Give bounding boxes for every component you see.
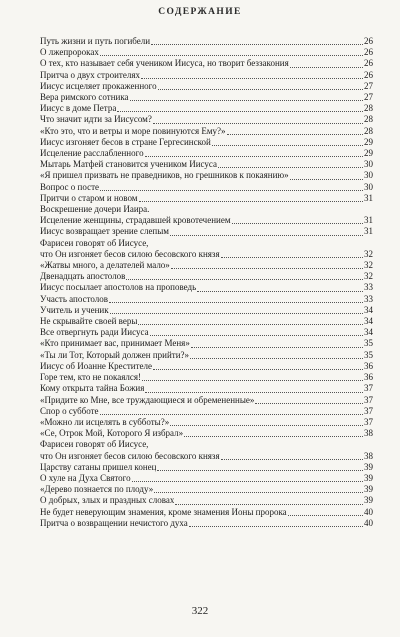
dot-leader: [100, 190, 363, 191]
toc-entry-line: [40, 473, 373, 484]
toc-entry-page: 34: [364, 327, 373, 338]
dot-leader: [184, 436, 363, 437]
toc-entry-line: [40, 260, 373, 271]
dot-leader: [232, 223, 363, 224]
dot-leader: [132, 481, 363, 482]
toc-entry-line: [40, 282, 373, 293]
toc-entry: [40, 36, 373, 47]
toc-entry-page: 39: [364, 461, 373, 472]
toc-entry-line: [40, 126, 373, 137]
dot-leader: [150, 335, 363, 336]
toc-entry-page: 38: [364, 428, 373, 439]
toc-entry: [40, 417, 373, 428]
toc-entry: [40, 451, 373, 462]
toc-entry-line: [40, 316, 373, 327]
toc-entry-line: [40, 507, 373, 518]
toc-entry-line: [40, 451, 373, 462]
dot-leader: [158, 89, 363, 90]
toc-entry-title: Вопрос о посте: [40, 181, 100, 192]
toc-entry-line: [40, 170, 373, 181]
toc-entry-page: 35: [364, 349, 373, 360]
toc-entry-page: 32: [364, 248, 373, 259]
toc-entry: [40, 193, 373, 204]
toc-entry: [40, 249, 373, 260]
toc-entry-page: 29: [364, 148, 373, 159]
toc-entry-line: [40, 226, 373, 237]
dot-leader: [221, 257, 363, 258]
toc-entry: [40, 282, 373, 293]
toc-entry-title: Исцеление женщины, страдавшей кровотечением: [40, 215, 231, 226]
toc-entry: [40, 338, 373, 349]
toc-entry-title: Притчи о старом и новом: [40, 192, 138, 203]
toc-entry-line: [40, 114, 373, 125]
toc-entry-page: 39: [364, 484, 373, 495]
toc-entry: [40, 507, 373, 518]
toc-entry-line: [40, 47, 373, 58]
toc-entry-line: [40, 338, 373, 349]
toc-entry-title: Притча о возвращении нечистого духа: [40, 517, 188, 528]
toc-entry-page: 37: [364, 416, 373, 427]
toc-entry: [40, 81, 373, 92]
toc-entry: [40, 70, 373, 81]
toc-entry-title: Учитель и ученик: [40, 304, 109, 315]
toc-entry-line: [40, 159, 373, 170]
toc-entry: [40, 361, 373, 372]
toc-entry-page: 26: [364, 36, 373, 46]
toc-entry-page: 29: [364, 136, 373, 147]
dot-leader: [171, 268, 363, 269]
toc-entry-page: 36: [364, 372, 373, 383]
toc-entry: [40, 294, 373, 305]
toc-entry-title: О хуле на Духа Святого: [40, 472, 131, 483]
toc-entry-line: [40, 305, 373, 316]
toc-entry-title: Иисус изгоняет бесов в стране Гергесинской: [40, 136, 211, 147]
toc-entry-title: Воскрешение дочери Иаира.: [40, 204, 150, 215]
toc-entry-page: 28: [364, 103, 373, 114]
toc-entry: [40, 271, 373, 282]
toc-entry-line: [40, 103, 373, 114]
toc-entry-title: Иисус об Иоанне Крестителе: [40, 360, 153, 371]
toc-entry: [40, 473, 373, 484]
toc-entry-page: 30: [364, 159, 373, 170]
toc-entry: [40, 92, 373, 103]
dot-leader: [145, 156, 363, 157]
toc-entry-line: [40, 350, 373, 361]
toc-entry: [40, 170, 373, 181]
toc-entry-title: Все отвергнуть ради Иисуса: [40, 327, 149, 338]
toc-entry: [40, 495, 373, 506]
toc-entry: [40, 383, 373, 394]
toc-entry: [40, 226, 373, 237]
toc-entry-title: Участь апостолов: [40, 293, 109, 304]
toc-entry-line: [40, 81, 373, 92]
dot-leader: [109, 302, 363, 303]
toc-entry: [40, 372, 373, 383]
toc-entry-line: [40, 58, 373, 69]
dot-leader: [212, 145, 363, 146]
toc-entry-page: 34: [364, 316, 373, 327]
toc-entry-page: 37: [364, 394, 373, 405]
toc-entry-title: что Он изгоняет бесов силою бесовского князя: [40, 450, 220, 461]
toc-entry-page: 37: [364, 383, 373, 394]
toc-entry-line: [40, 361, 373, 372]
toc-entry-title: «Се, Отрок Мой, Которого Я избрал»: [40, 428, 184, 439]
dot-leader: [110, 313, 363, 314]
toc-entry-line: [40, 372, 373, 383]
toc-entry-title: Что значит идти за Иисусом?: [40, 114, 152, 125]
toc-entry: [40, 114, 373, 125]
toc-entry-line: [40, 518, 373, 529]
toc-entry-title: Исцеление расслабленного: [40, 148, 144, 159]
dot-leader: [288, 515, 363, 516]
toc-entry-line: [40, 484, 373, 495]
toc-entry-title: Горе тем, кто не покаялся!: [40, 372, 141, 383]
dot-leader: [117, 111, 363, 112]
toc-entry-page: 26: [364, 69, 373, 80]
toc-entry-page: 31: [364, 226, 373, 237]
toc-entry-title: Не будет неверующим знамения, кроме знамения Ионы пророка: [40, 506, 287, 517]
toc-entry-page: 40: [364, 506, 373, 517]
dot-leader: [138, 324, 363, 325]
toc-entry-title: Иисус в доме Петра: [40, 103, 117, 114]
toc-entry-title: «Кто принимает вас, принимает Меня»: [40, 338, 190, 349]
toc-entry-line: [40, 495, 373, 506]
toc-entry-title: что Он изгоняет бесов силою бесовского князя: [40, 248, 220, 259]
dot-leader: [139, 201, 364, 202]
toc-entry-line: [40, 182, 373, 193]
page-number: 322: [191, 605, 209, 617]
toc-entry: [40, 238, 373, 249]
dot-leader: [154, 492, 363, 493]
toc-entry-page: 35: [364, 338, 373, 349]
toc-entry-page: 28: [364, 125, 373, 136]
toc-entry-title: Царству сатаны пришел конец: [40, 461, 157, 472]
toc-entry-title: Кому открыта тайна Божия: [40, 383, 145, 394]
dot-leader: [145, 392, 363, 393]
toc-entry-title: Вера римского сотника: [40, 92, 129, 103]
dot-leader: [290, 179, 363, 180]
toc-entry-line: [40, 70, 373, 81]
toc-entry-title: «Придите ко Мне, все труждающиеся и обремененные»: [40, 394, 255, 405]
toc-entry: [40, 148, 373, 159]
dot-leader: [190, 358, 363, 359]
toc-entry-page: 37: [364, 405, 373, 416]
toc-entry-page: 39: [364, 472, 373, 483]
toc-entry-line: [40, 36, 373, 47]
toc-entry-line: [40, 383, 373, 394]
dot-leader: [151, 44, 363, 45]
toc-entry: [40, 406, 373, 417]
dot-leader: [191, 347, 363, 348]
toc-entry-page: 39: [364, 495, 373, 506]
toc-entry-page: 26: [364, 58, 373, 69]
toc-entry-title: Иисус исцеляет прокаженного: [40, 80, 157, 91]
toc-entry-title: Иисус посылает апостолов на проповедь: [40, 282, 197, 293]
toc-entry-line: [40, 294, 373, 305]
toc-entry: [40, 126, 373, 137]
dot-leader: [197, 291, 363, 292]
toc-entry: [40, 58, 373, 69]
dot-leader: [157, 470, 363, 471]
toc-entry: [40, 439, 373, 450]
dot-leader: [175, 504, 363, 505]
toc-entry-page: 27: [364, 92, 373, 103]
toc-entry-line: [40, 406, 373, 417]
toc-entry-page: 36: [364, 360, 373, 371]
toc-entry: [40, 518, 373, 529]
toc-entry-page: 26: [364, 47, 373, 58]
toc-entry: [40, 137, 373, 148]
toc-entry-title: Мытарь Матфей становится учеником Иисуса: [40, 159, 218, 170]
table-of-contents: [40, 36, 373, 529]
dot-leader: [221, 459, 363, 460]
toc-entry: [40, 103, 373, 114]
toc-entry-line: [40, 327, 373, 338]
dot-leader: [170, 235, 363, 236]
dot-leader: [126, 279, 363, 280]
toc-entry-title: Спор о субботе: [40, 405, 99, 416]
toc-entry-page: 27: [364, 80, 373, 91]
toc-entry: [40, 260, 373, 271]
toc-entry-title: О добрых, злых и праздных словах: [40, 495, 175, 506]
dot-leader: [255, 403, 363, 404]
dot-leader: [141, 78, 363, 79]
toc-entry-line: [40, 137, 373, 148]
toc-entry-title: Притча о двух строителях: [40, 69, 140, 80]
page-header: СОДЕРЖАНИЕ: [158, 7, 242, 17]
dot-leader: [153, 369, 363, 370]
toc-entry-line: [40, 215, 373, 226]
toc-entry-page: 32: [364, 271, 373, 282]
toc-entry-line: [40, 417, 373, 428]
toc-entry-line: [40, 92, 373, 103]
toc-entry-title: Путь жизни и путь погибели: [40, 36, 151, 46]
toc-entry-page: 38: [364, 450, 373, 461]
toc-entry: [40, 215, 373, 226]
dot-leader: [153, 123, 363, 124]
toc-entry: [40, 350, 373, 361]
toc-entry: [40, 327, 373, 338]
toc-entry: [40, 305, 373, 316]
toc-entry-line: [40, 395, 373, 406]
toc-entry-line: [40, 249, 373, 260]
toc-entry: [40, 159, 373, 170]
toc-entry-title: Фарисеи говорят об Иисусе,: [40, 439, 149, 450]
toc-entry-title: «Дерево познается по плоду»: [40, 484, 154, 495]
toc-entry-line: [40, 148, 373, 159]
toc-entry-page: 30: [364, 170, 373, 181]
dot-leader: [130, 100, 363, 101]
dot-leader: [290, 67, 363, 68]
toc-entry: [40, 204, 373, 215]
toc-entry-title: «Ты ли Тот, Который должен прийти?»: [40, 349, 190, 360]
toc-entry: [40, 395, 373, 406]
dot-leader: [227, 134, 363, 135]
toc-entry: [40, 47, 373, 58]
toc-entry-title: Двенадцать апостолов: [40, 271, 126, 282]
toc-entry: [40, 462, 373, 473]
toc-entry-line: [40, 462, 373, 473]
toc-entry: [40, 316, 373, 327]
toc-entry-page: 30: [364, 181, 373, 192]
dot-leader: [189, 526, 363, 527]
toc-entry-title: О тех, кто называет себя учеником Иисуса, но творит беззакония: [40, 58, 289, 69]
dot-leader: [100, 55, 363, 56]
toc-entry-page: 34: [364, 304, 373, 315]
dot-leader: [142, 380, 363, 381]
toc-entry-page: 40: [364, 517, 373, 528]
toc-entry-page: 33: [364, 293, 373, 304]
toc-entry-title: «Я пришел призвать не праведников, но грешников к покаянию»: [40, 170, 289, 181]
toc-entry: [40, 484, 373, 495]
toc-entry-title: Иисус возвращает зрение слепым: [40, 226, 169, 237]
dot-leader: [100, 414, 363, 415]
toc-entry-title: «Кто это, что и ветры и море повинуются Ему?»: [40, 125, 226, 136]
toc-entry-page: 28: [364, 114, 373, 125]
dot-leader: [170, 425, 363, 426]
toc-entry-line: [40, 271, 373, 282]
toc-entry-line: [40, 193, 373, 204]
toc-entry-page: 31: [364, 215, 373, 226]
toc-entry-page: 32: [364, 260, 373, 271]
toc-entry-page: 31: [364, 192, 373, 203]
toc-entry-page: 33: [364, 282, 373, 293]
toc-entry: [40, 428, 373, 439]
toc-entry-title: Фарисеи говорят об Иисусе,: [40, 237, 149, 248]
toc-entry-title: О лжепророках: [40, 47, 99, 58]
toc-entry: [40, 182, 373, 193]
toc-entry-title: «Жатвы много, а делателей мало»: [40, 260, 170, 271]
toc-entry-title: Не скрывайте своей веры: [40, 316, 138, 327]
toc-entry-title: «Можно ли исцелять в субботы?»: [40, 416, 170, 427]
toc-entry-line: [40, 428, 373, 439]
dot-leader: [218, 167, 363, 168]
